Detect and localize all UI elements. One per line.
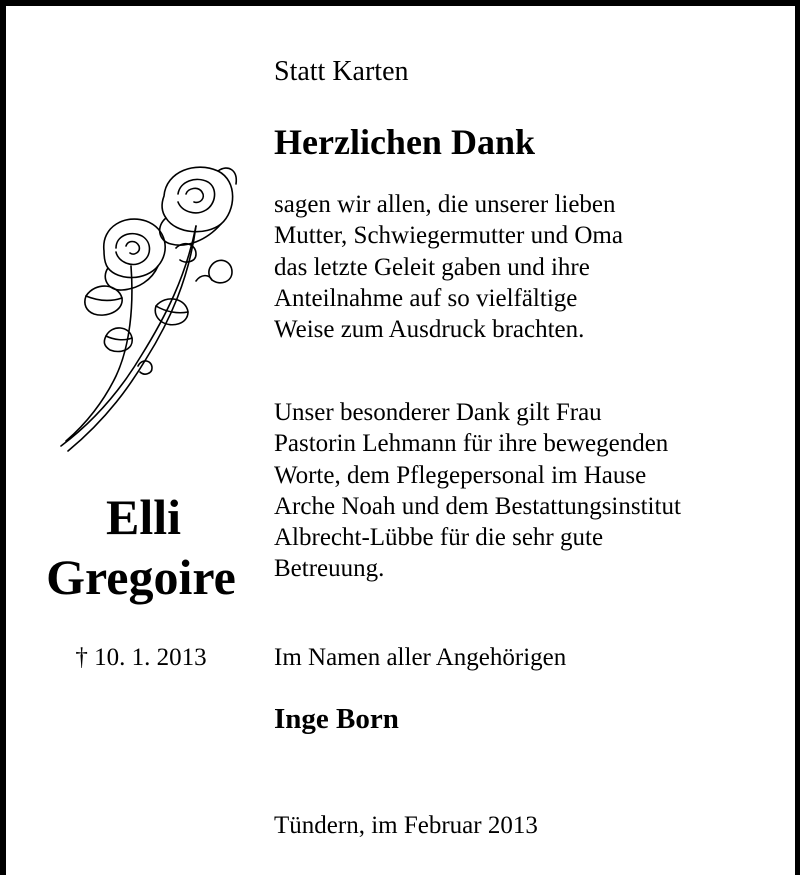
on-behalf-text: Im Namen aller Angehörigen xyxy=(274,644,567,671)
deceased-first-name: Elli xyxy=(105,489,182,545)
paragraph-line: das letzte Geleit gaben und ihre xyxy=(274,253,590,281)
death-date: † 10. 1. 2013 xyxy=(75,644,207,671)
paragraph-line: Worte, dem Pflegepersonal im Hause xyxy=(274,461,647,489)
place-date: Tündern, im Februar 2013 xyxy=(274,812,538,839)
paragraph-line: Arche Noah und dem Bestattungsinstitut xyxy=(274,492,681,520)
paragraph-line: Unser besonderer Dank gilt Frau xyxy=(274,399,602,426)
special-thanks-paragraph xyxy=(274,397,681,585)
paragraph-line: Weise zum Ausdruck brachten. xyxy=(274,316,585,343)
thanks-paragraph xyxy=(274,189,623,345)
header-text: Statt Karten xyxy=(274,56,409,87)
paragraph-line: Anteilnahme auf so vielfältige xyxy=(274,284,578,312)
paragraph-line: Albrecht-Lübbe für die sehr gute xyxy=(274,524,604,551)
paragraph-line: Betreuung. xyxy=(274,555,385,583)
signer-name: Inge Born xyxy=(274,703,399,735)
paragraph-line: sagen wir allen, die unserer lieben xyxy=(274,191,616,218)
paragraph-line: Mutter, Schwiegermutter und Oma xyxy=(274,222,623,250)
deceased-last-name: Gregoire xyxy=(46,549,236,605)
heading: Herzlichen Dank xyxy=(274,122,535,162)
paragraph-line: Pastorin Lehmann für ihre bewegenden xyxy=(274,430,669,458)
roses-icon xyxy=(46,156,246,456)
